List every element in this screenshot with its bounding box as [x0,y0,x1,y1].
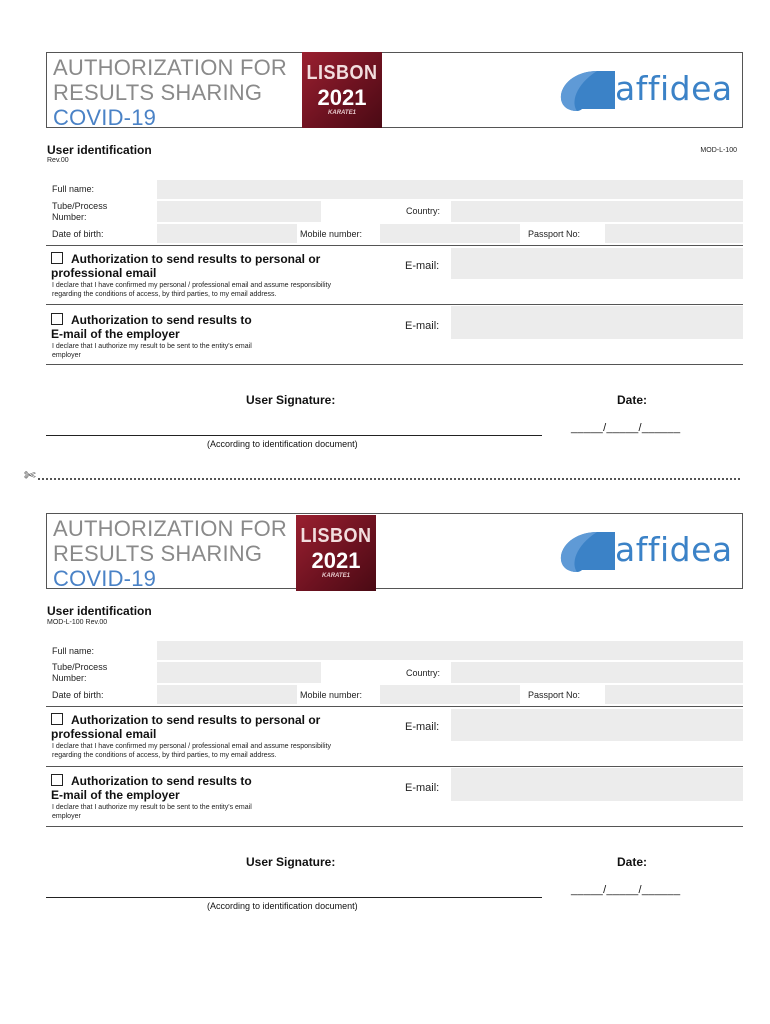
title-line-1: AUTHORIZATION FOR [53,516,287,541]
title-line-3: COVID-19 [53,566,157,591]
tube-process-label-line-1: Tube/Process [52,201,108,211]
auth-personal-note-line-2: regarding the conditions of access, by third parties, to my email address. [52,752,277,759]
passport-label: Passport No: [528,229,581,239]
affidea-logo-mark-icon [557,528,617,574]
checkbox-icon[interactable] [51,713,63,725]
date-of-birth-label: Date of birth: [52,690,104,700]
auth-personal-note-line-1: I declare that I have confirmed my personal / professional email and assume responsibility [52,282,331,289]
badge-city: LISBON [306,60,378,84]
title-line-1: AUTHORIZATION FOR [53,55,287,80]
affidea-logo [557,528,732,574]
auth-employer-option[interactable] [51,313,252,341]
date-of-birth-field[interactable] [157,224,297,243]
tube-process-label-line-2: Number: [52,212,87,222]
passport-label: Passport No: [528,690,581,700]
auth-employer-note-line-2: employer [52,813,81,820]
auth-personal-text-1: Authorization to send results to personal or [71,713,321,727]
revision-label: MOD-L-100 Rev.00 [47,619,108,626]
divider [46,766,743,767]
mobile-number-field[interactable] [380,224,520,243]
form-header [46,52,743,128]
auth-employer-option[interactable] [51,774,252,802]
auth-employer-note-line-1: I declare that I authorize my result to be sent to the entity's email [52,804,252,811]
date-of-birth-label: Date of birth: [52,229,104,239]
auth-employer-note-line-1: I declare that I authorize my result to be sent to the entity's email [52,343,252,350]
signature-label: User Signature: [246,855,336,869]
lisbon-2021-badge [296,515,376,591]
auth-personal-note-line-1: I declare that I have confirmed my personal / professional email and assume responsibility [52,743,331,750]
badge-city: LISBON [300,523,372,547]
signature-line[interactable] [46,897,542,898]
badge-year: 2021 [311,548,361,573]
date-of-birth-field[interactable] [157,685,297,704]
full-name-field[interactable] [157,641,743,660]
full-name-field[interactable] [157,180,743,199]
auth-personal-text-2: professional email [51,266,157,280]
auth-employer-text-2: E-mail of the employer [51,327,180,341]
affidea-logo-text: affidea [615,530,733,569]
divider [46,826,743,827]
email-label: E-mail: [405,260,440,272]
auth-employer-note [52,803,252,821]
tube-process-field[interactable] [157,201,321,222]
affidea-logo [557,67,732,113]
title-line-2: RESULTS SHARING [53,541,263,566]
passport-field[interactable] [605,224,743,243]
form-title [53,55,287,130]
auth-employer-note [52,342,252,360]
passport-field[interactable] [605,685,743,704]
affidea-logo-mark-icon [557,67,617,113]
auth-personal-option[interactable] [51,713,320,741]
lisbon-2021-badge [302,52,382,128]
email-label: E-mail: [405,782,440,794]
according-note: (According to identification document) [207,439,358,449]
auth-personal-note-line-2: regarding the conditions of access, by third parties, to my email address. [52,291,277,298]
revision-label: Rev.00 [47,157,69,164]
personal-email-field[interactable] [451,709,743,741]
section-title: User identification [47,143,152,157]
form-title [53,516,287,591]
auth-personal-note [52,742,331,760]
module-code: MOD-L-100 [700,147,737,154]
signature-label: User Signature: [246,393,336,407]
auth-employer-text-1: Authorization to send results to [71,313,252,327]
employer-email-field[interactable] [451,768,743,801]
date-field[interactable]: _____/_____/______ [571,884,681,896]
tube-process-label [52,201,107,223]
auth-personal-note [52,281,331,299]
scissors-icon: ✄ [24,467,36,483]
cut-line [38,478,740,480]
tube-process-field[interactable] [157,662,321,683]
full-name-label: Full name: [52,184,95,194]
divider [46,304,743,305]
country-field[interactable] [451,201,743,222]
auth-employer-text-2: E-mail of the employer [51,788,180,802]
auth-personal-text-2: professional email [51,727,157,741]
section-title: User identification [47,604,152,618]
signature-line[interactable] [46,435,542,436]
form-header [46,513,743,589]
divider [46,245,743,246]
auth-employer-note-line-2: employer [52,352,81,359]
employer-email-field[interactable] [451,306,743,339]
date-label: Date: [617,855,648,869]
auth-employer-text-1: Authorization to send results to [71,774,252,788]
country-field[interactable] [451,662,743,683]
tube-process-label-line-2: Number: [52,673,87,683]
email-label: E-mail: [405,721,440,733]
checkbox-icon[interactable] [51,313,63,325]
divider [46,706,743,707]
according-note: (According to identification document) [207,901,358,911]
country-label: Country: [406,206,441,216]
badge-year: 2021 [317,85,367,110]
title-line-3: COVID-19 [53,105,157,130]
divider [46,364,743,365]
date-label: Date: [617,393,648,407]
mobile-number-label: Mobile number: [300,229,363,239]
mobile-number-field[interactable] [380,685,520,704]
badge-org: KARATE1 [328,110,356,116]
email-label: E-mail: [405,320,440,332]
tube-process-label-line-1: Tube/Process [52,662,108,672]
date-field[interactable]: _____/_____/______ [571,422,681,434]
affidea-logo-text: affidea [615,69,733,108]
personal-email-field[interactable] [451,248,743,279]
full-name-label: Full name: [52,646,95,656]
auth-personal-option[interactable] [51,252,320,280]
country-label: Country: [406,668,441,678]
tube-process-label [52,662,107,684]
checkbox-icon[interactable] [51,774,63,786]
mobile-number-label: Mobile number: [300,690,363,700]
badge-org: KARATE1 [322,573,350,579]
title-line-2: RESULTS SHARING [53,80,263,105]
checkbox-icon[interactable] [51,252,63,264]
auth-personal-text-1: Authorization to send results to personal or [71,252,321,266]
